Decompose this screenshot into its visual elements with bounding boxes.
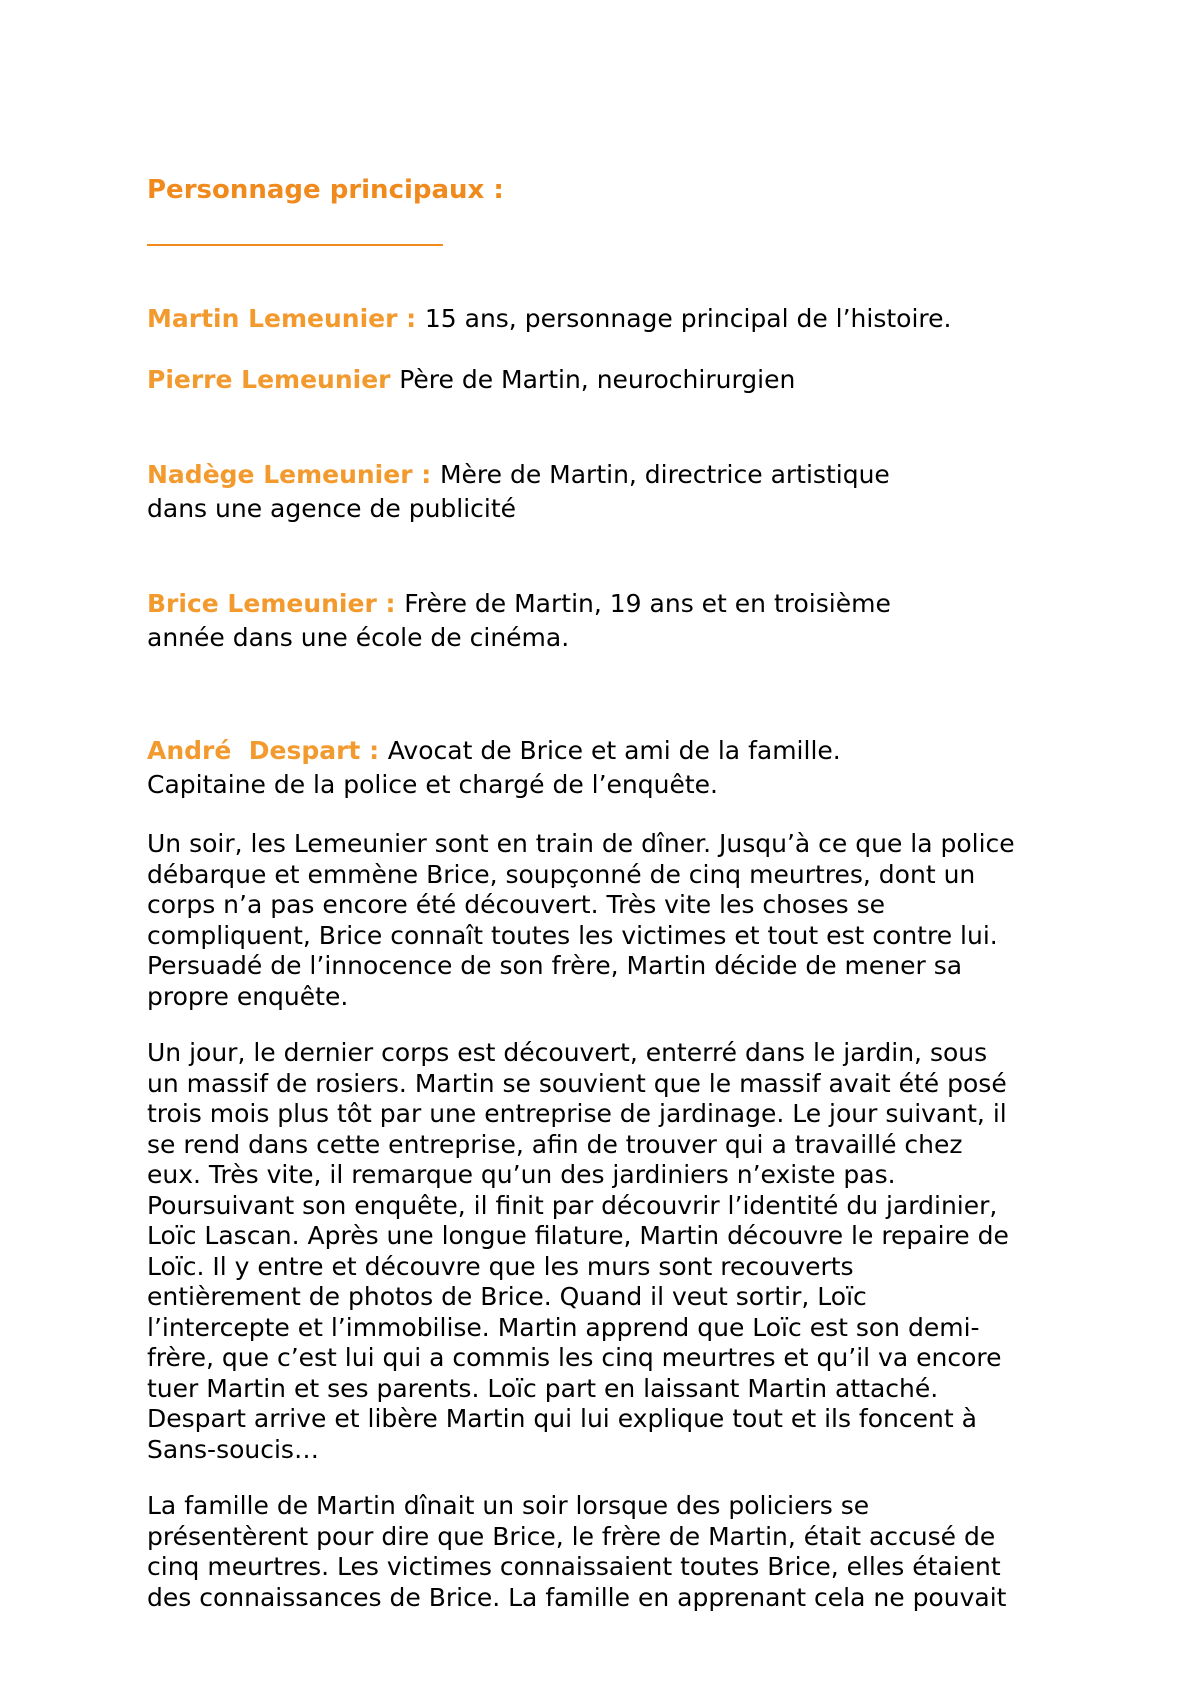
character-entry-martin [147,302,1087,336]
summary-paragraph-2: Un jour, le dernier corps est découvert, enterré dans le jardin, sous un massif de rosiers. Martin se souvient que le massif avait été posé trois mois plus tôt par une entreprise de jardinage. Le jour suivant, il se rend dans cette entreprise, afin de trouver qui a travaillé chez eux. Très vite, il remarque qu’un des jardiniers n’existe pas. Poursuivant son enquête, il finit par découvrir l’identité du jardinier, Loïc Lascan. Après une longue filature, Martin découvre le repaire de Loïc. Il y entre et découvre que les murs sont recouverts entièrement de photos de Brice. Quand il veut sortir, Loïc l’intercepte et l’immobilise. Martin apprend que Loïc est son demi- frère, que c’est lui qui a commis les cinq meurtres et qu’il va encore tuer Martin et ses parents. Loïc part en laissant Martin attaché. Despart arrive et libère Martin qui lui explique tout et ils foncent à Sans-soucis… [147,1038,1009,1464]
heading-underline [147,244,443,246]
character-extra-line: Capitaine de la police et chargé de l’enquête. [147,770,718,799]
character-name: Brice Lemeunier : [147,589,405,618]
character-entry-pierre [147,363,1087,397]
character-list [147,302,1087,802]
character-description: Mère de Martin, directrice artistique dans une agence de publicité [147,460,890,523]
document-page [147,170,1087,1613]
character-name: Martin Lemeunier : [147,304,425,333]
character-description: Frère de Martin, 19 ans et en troisième année dans une école de cinéma. [147,589,891,652]
character-description: Père de Martin, neurochirurgien [399,365,796,394]
character-description: Avocat de Brice et ami de la famille. [387,736,841,765]
summary-paragraph-3: La famille de Martin dînait un soir lorsque des policiers se présentèrent pour dire que Brice, le frère de Martin, était accusé de cinq meurtres. Les victimes connaissaient toutes Brice, elles étaient des connaissances de Brice. La famille en apprenant cela ne pouvait [147,1491,1007,1612]
character-entry-nadege [147,424,1087,526]
character-name: Nadège Lemeunier : [147,460,440,489]
character-name: Pierre Lemeunier [147,365,400,394]
character-entry-brice [147,553,1087,655]
summary-paragraph-1: Un soir, les Lemeunier sont en train de dîner. Jusqu’à ce que la police débarque et emmène Brice, soupçonné de cinq meurtres, dont un corps n’a pas encore été découvert. Très vite les choses se compliquent, Brice connaît toutes les victimes et tout est contre lui. Persuadé de l’innocence de son frère, Martin décide de mener sa propre enquête. [147,829,1015,1011]
character-description: 15 ans, personnage principal de l’histoire. [424,304,952,333]
character-entry-andre [147,734,1087,802]
section-heading: Personnage principaux : [147,175,504,205]
character-name: André Despart : [147,736,388,765]
